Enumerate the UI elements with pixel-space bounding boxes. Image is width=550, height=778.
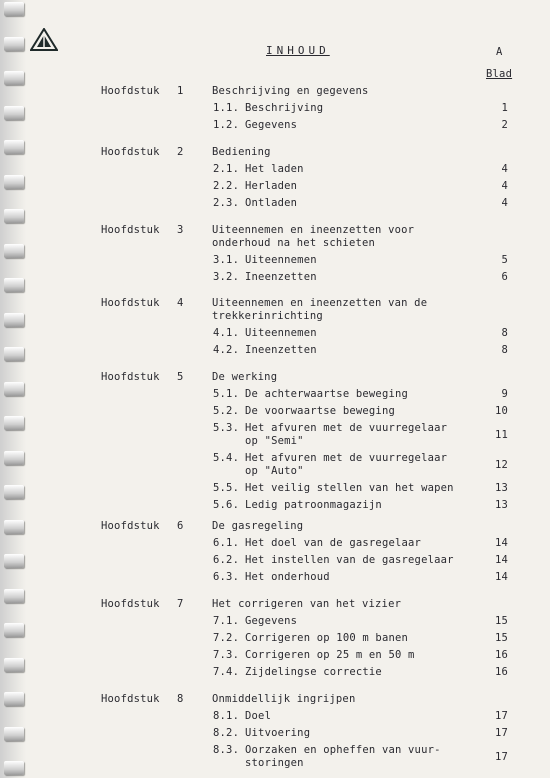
section-page: 4 <box>501 180 508 192</box>
section-title: De achterwaartse beweging <box>245 388 409 400</box>
chapter-title: Uiteennemen en ineenzetten van de <box>212 297 428 309</box>
section-number: 5.3. <box>213 422 240 434</box>
binding-ring <box>4 278 24 292</box>
binding-ring <box>4 554 24 568</box>
chapter-number: 3 <box>177 224 184 236</box>
section-number: 7.1. <box>213 615 240 627</box>
section-number: 5.6. <box>213 499 240 511</box>
section-number: 8.1. <box>213 710 240 722</box>
section-number: 3.2. <box>213 271 240 283</box>
binding-ring <box>4 520 24 534</box>
section-page: 2 <box>501 119 508 131</box>
section-number: 8.3. <box>213 744 240 756</box>
binding-ring <box>4 2 24 16</box>
section-page: 10 <box>494 405 508 417</box>
section-number: 4.2. <box>213 344 240 356</box>
corner-letter: A <box>496 46 503 58</box>
section-page: 14 <box>494 571 508 583</box>
chapter-title: Bediening <box>212 146 271 158</box>
section-title: Het afvuren met de vuurregelaar <box>245 422 448 434</box>
section-number: 5.5. <box>213 482 240 494</box>
section-number: 6.2. <box>213 554 240 566</box>
section-title: Gegevens <box>245 615 298 627</box>
chapter-number: 1 <box>177 85 184 97</box>
section-title: Ledig patroonmagazijn <box>245 499 382 511</box>
section-title: Uitvoering <box>245 727 311 739</box>
section-title: Beschrijving <box>245 102 324 114</box>
binding-ring <box>4 727 24 741</box>
chapter-label: Hoofdstuk <box>101 371 160 383</box>
section-number: 3.1. <box>213 254 240 266</box>
section-title: Herladen <box>245 180 298 192</box>
binding-ring <box>4 244 24 258</box>
section-title: De voorwaartse beweging <box>245 405 395 417</box>
section-page: 17 <box>494 710 508 722</box>
chapter-title-continued: onderhoud na het schieten <box>212 237 376 249</box>
section-page: 11 <box>494 429 508 441</box>
binding-ring <box>4 382 24 396</box>
section-number: 7.2. <box>213 632 240 644</box>
chapter-label: Hoofdstuk <box>101 224 160 236</box>
chapter-title: Onmiddellijk ingrijpen <box>212 693 356 705</box>
section-title: Het instellen van de gasregelaar <box>245 554 454 566</box>
section-number: 5.4. <box>213 452 240 464</box>
binding-ring <box>4 37 24 51</box>
section-number: 8.2. <box>213 727 240 739</box>
section-page: 15 <box>494 615 508 627</box>
binding-ring <box>4 106 24 120</box>
section-number: 6.3. <box>213 571 240 583</box>
binding-ring <box>4 451 24 465</box>
section-page: 13 <box>494 482 508 494</box>
section-number: 1.2. <box>213 119 240 131</box>
binding-ring <box>4 692 24 706</box>
page-column-header: Blad <box>486 68 513 80</box>
section-page: 5 <box>501 254 508 266</box>
chapter-number: 4 <box>177 297 184 309</box>
section-number: 5.1. <box>213 388 240 400</box>
section-title-continued: op "Auto" <box>245 465 304 477</box>
section-number: 7.3. <box>213 649 240 661</box>
section-number: 4.1. <box>213 327 240 339</box>
chapter-label: Hoofdstuk <box>101 598 160 610</box>
binding-ring <box>4 416 24 430</box>
chapter-label: Hoofdstuk <box>101 693 160 705</box>
section-title: Uiteennemen <box>245 254 317 266</box>
chapter-title: Beschrijving en gegevens <box>212 85 369 97</box>
binding-ring <box>4 485 24 499</box>
section-title: Het laden <box>245 163 304 175</box>
section-title: Het onderhoud <box>245 571 330 583</box>
section-number: 6.1. <box>213 537 240 549</box>
section-page: 12 <box>494 459 508 471</box>
section-page: 1 <box>501 102 508 114</box>
section-title: Ineenzetten <box>245 271 317 283</box>
chapter-label: Hoofdstuk <box>101 146 160 158</box>
section-title: Zijdelingse correctie <box>245 666 382 678</box>
binding-ring <box>4 313 24 327</box>
chapter-label: Hoofdstuk <box>101 520 160 532</box>
section-page: 8 <box>501 327 508 339</box>
chapter-title-continued: trekkerinrichting <box>212 310 323 322</box>
binding-ring <box>4 589 24 603</box>
section-number: 7.4. <box>213 666 240 678</box>
section-title: Corrigeren op 25 m en 50 m <box>245 649 415 661</box>
chapter-number: 7 <box>177 598 184 610</box>
logo-icon <box>30 28 58 52</box>
section-page: 6 <box>501 271 508 283</box>
section-page: 14 <box>494 554 508 566</box>
section-title-continued: storingen <box>245 757 304 769</box>
section-page: 4 <box>501 197 508 209</box>
binding-ring <box>4 761 24 775</box>
section-title: Doel <box>245 710 272 722</box>
section-number: 5.2. <box>213 405 240 417</box>
binding-ring <box>4 71 24 85</box>
binding-ring <box>4 140 24 154</box>
section-page: 14 <box>494 537 508 549</box>
section-page: 15 <box>494 632 508 644</box>
section-page: 8 <box>501 344 508 356</box>
section-title: Uiteennemen <box>245 327 317 339</box>
section-title-continued: op "Semi" <box>245 435 304 447</box>
section-title: Oorzaken en opheffen van vuur- <box>245 744 441 756</box>
section-title: Het doel van de gasregelaar <box>245 537 422 549</box>
section-title: Het afvuren met de vuurregelaar <box>245 452 448 464</box>
chapter-title: Uiteennemen en ineenzetten voor <box>212 224 415 236</box>
chapter-number: 2 <box>177 146 184 158</box>
section-title: Ontladen <box>245 197 298 209</box>
section-title: Gegevens <box>245 119 298 131</box>
section-page: 13 <box>494 499 508 511</box>
section-page: 17 <box>494 727 508 739</box>
section-title: Ineenzetten <box>245 344 317 356</box>
chapter-label: Hoofdstuk <box>101 85 160 97</box>
section-page: 9 <box>501 388 508 400</box>
section-page: 16 <box>494 666 508 678</box>
chapter-label: Hoofdstuk <box>101 297 160 309</box>
chapter-title: De gasregeling <box>212 520 304 532</box>
section-title: Corrigeren op 100 m banen <box>245 632 409 644</box>
section-number: 2.3. <box>213 197 240 209</box>
section-title: Het veilig stellen van het wapen <box>245 482 454 494</box>
chapter-number: 6 <box>177 520 184 532</box>
chapter-number: 5 <box>177 371 184 383</box>
section-number: 1.1. <box>213 102 240 114</box>
binding-ring <box>4 175 24 189</box>
binding-ring <box>4 347 24 361</box>
section-number: 2.2. <box>213 180 240 192</box>
chapter-title: Het corrigeren van het vizier <box>212 598 402 610</box>
binding-ring <box>4 209 24 223</box>
section-page: 16 <box>494 649 508 661</box>
chapter-number: 8 <box>177 693 184 705</box>
binding-ring <box>4 623 24 637</box>
page-title: INHOUD <box>266 44 330 57</box>
chapter-title: De werking <box>212 371 278 383</box>
binding-ring <box>4 658 24 672</box>
section-page: 4 <box>501 163 508 175</box>
section-number: 2.1. <box>213 163 240 175</box>
section-page: 17 <box>494 751 508 763</box>
